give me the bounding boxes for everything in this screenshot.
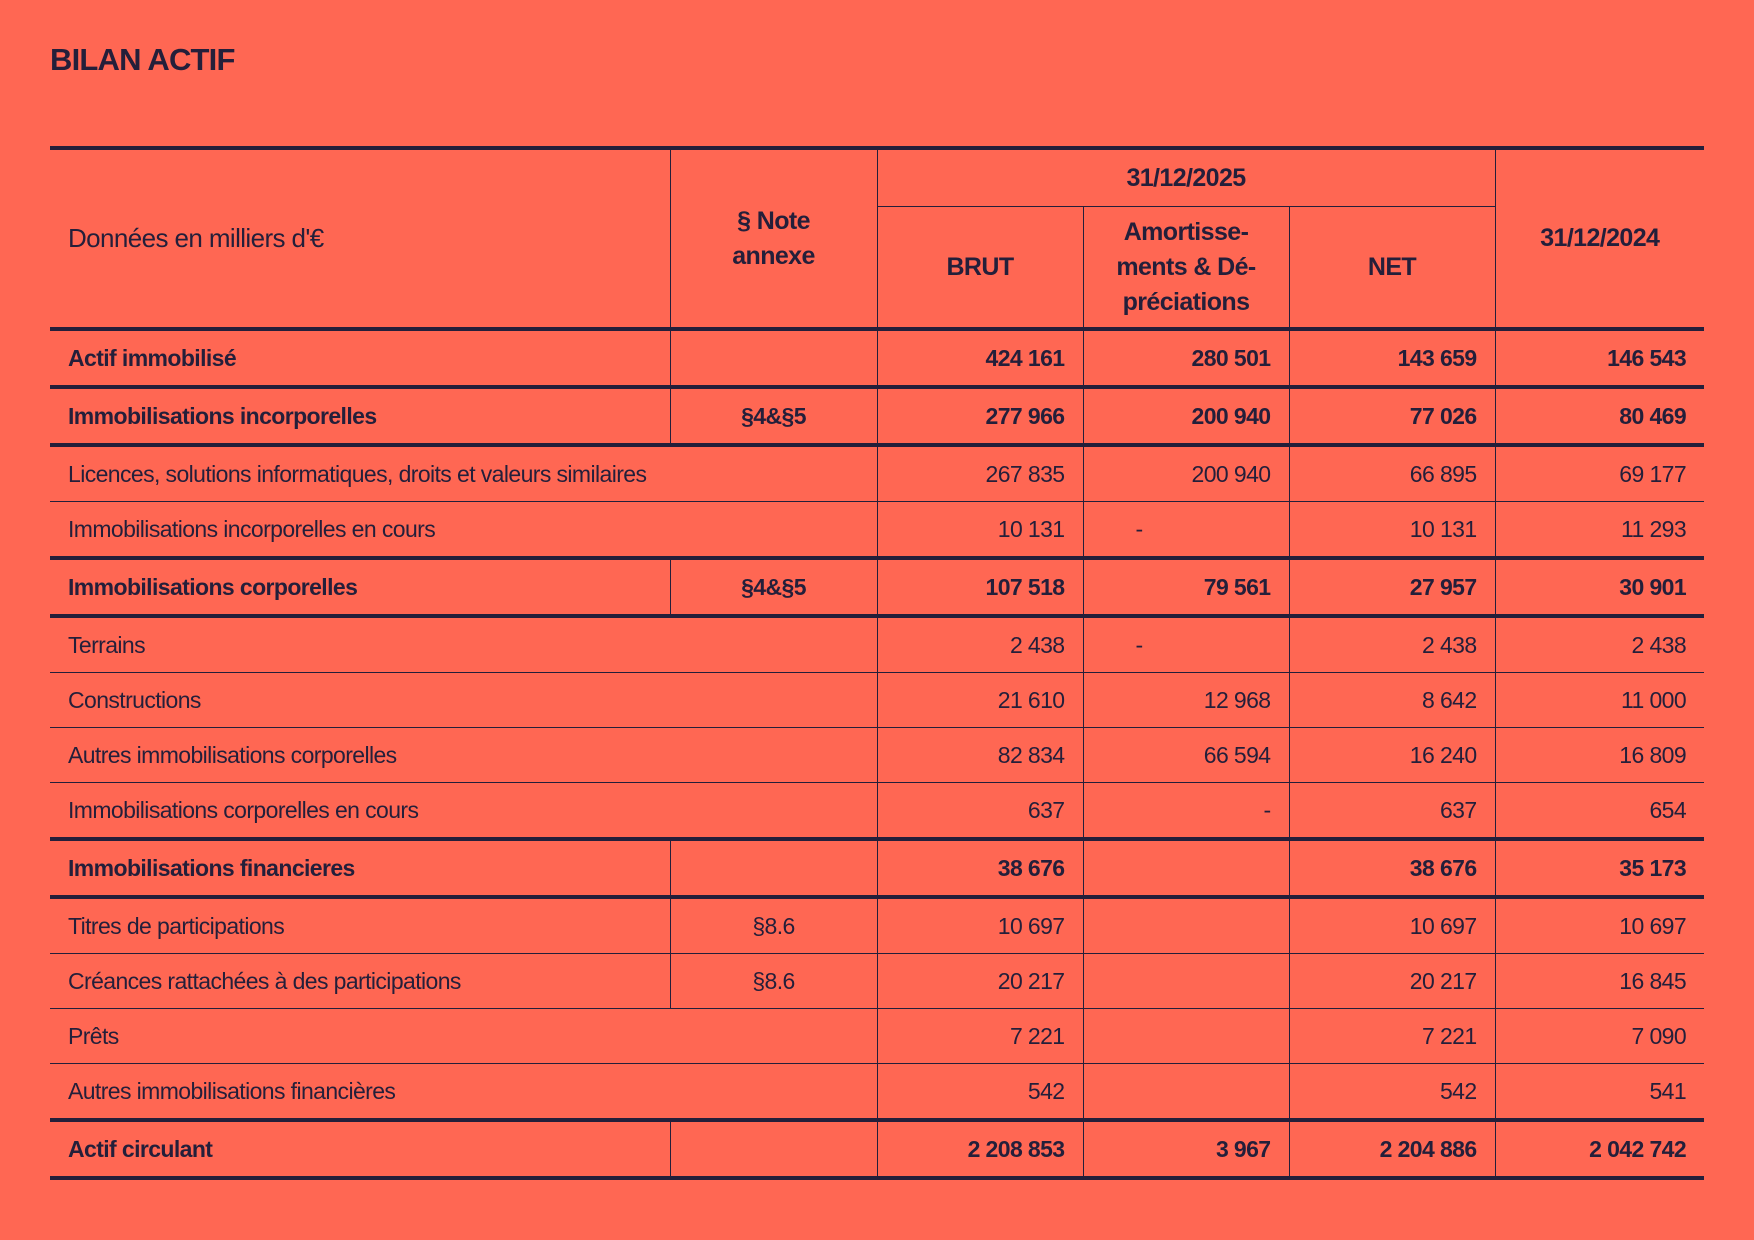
row-amort [1083,839,1289,897]
row-amort: 200 940 [1083,387,1289,445]
row-net: 637 [1289,783,1495,840]
row-amort: 66 594 [1083,728,1289,783]
row-amort: - [1083,616,1289,673]
row-net: 542 [1289,1064,1495,1121]
row-amort: 280 501 [1083,329,1289,387]
row-brut: 20 217 [877,954,1083,1009]
row-label: Immobilisations financieres [50,839,670,897]
row-prev: 80 469 [1495,387,1704,445]
table-row [50,673,1704,728]
balance-sheet-table [50,146,1704,1180]
header-brut: BRUT [877,207,1083,330]
row-brut: 2 438 [877,616,1083,673]
row-prev: 30 901 [1495,558,1704,616]
table-row [50,897,1704,954]
row-prev: 16 845 [1495,954,1704,1009]
row-brut: 107 518 [877,558,1083,616]
row-amort [1083,1009,1289,1064]
row-prev: 11 293 [1495,502,1704,559]
row-prev: 69 177 [1495,445,1704,502]
page-title: BILAN ACTIF [50,42,235,77]
row-label: Titres de participations [50,897,670,954]
row-brut: 10 697 [877,897,1083,954]
table-row [50,1064,1704,1121]
row-net: 10 697 [1289,897,1495,954]
table-row [50,616,1704,673]
table-row [50,445,1704,502]
row-label: Immobilisations corporelles [50,558,670,616]
row-note: §4&§5 [670,387,877,445]
row-prev: 146 543 [1495,329,1704,387]
table-row [50,1120,1704,1178]
table-row [50,728,1704,783]
row-amort [1083,954,1289,1009]
row-label: Autres immobilisations financières [50,1064,877,1121]
row-prev: 11 000 [1495,673,1704,728]
row-amort [1083,1064,1289,1121]
table-row [50,558,1704,616]
row-net: 10 131 [1289,502,1495,559]
table-row [50,502,1704,559]
row-brut: 38 676 [877,839,1083,897]
table-row [50,1009,1704,1064]
table-header [50,148,1704,329]
row-note: §8.6 [670,897,877,954]
row-brut: 2 208 853 [877,1120,1083,1178]
row-amort: 12 968 [1083,673,1289,728]
row-brut: 424 161 [877,329,1083,387]
row-note [670,1120,877,1178]
row-prev: 35 173 [1495,839,1704,897]
table-body [50,329,1704,1178]
row-note: §4&§5 [670,558,877,616]
row-label: Prêts [50,1009,877,1064]
header-net: NET [1289,207,1495,330]
row-note: §8.6 [670,954,877,1009]
row-brut: 82 834 [877,728,1083,783]
table-row [50,329,1704,387]
row-amort: - [1083,502,1289,559]
row-brut: 10 131 [877,502,1083,559]
header-label: Données en milliers d'€ [50,148,670,329]
table-row [50,387,1704,445]
row-amort: 200 940 [1083,445,1289,502]
table-row [50,783,1704,840]
row-prev: 541 [1495,1064,1704,1121]
row-net: 38 676 [1289,839,1495,897]
row-brut: 267 835 [877,445,1083,502]
row-prev: 2 438 [1495,616,1704,673]
row-net: 7 221 [1289,1009,1495,1064]
row-label: Constructions [50,673,877,728]
row-prev: 10 697 [1495,897,1704,954]
row-amort: 3 967 [1083,1120,1289,1178]
row-brut: 637 [877,783,1083,840]
row-net: 2 204 886 [1289,1120,1495,1178]
row-net: 8 642 [1289,673,1495,728]
row-net: 77 026 [1289,387,1495,445]
row-label: Actif immobilisé [50,329,670,387]
header-note: § Note annexe [670,148,877,329]
row-amort: - [1083,783,1289,840]
row-net: 16 240 [1289,728,1495,783]
row-label: Immobilisations incorporelles en cours [50,502,877,559]
row-brut: 7 221 [877,1009,1083,1064]
row-note [670,839,877,897]
row-amort: 79 561 [1083,558,1289,616]
header-period-2024: 31/12/2024 [1495,148,1704,329]
row-brut: 21 610 [877,673,1083,728]
header-amort: Amortisse-ments & Dé-préciations [1083,207,1289,330]
header-period-2025: 31/12/2025 [877,148,1495,207]
row-prev: 7 090 [1495,1009,1704,1064]
row-brut: 277 966 [877,387,1083,445]
row-amort [1083,897,1289,954]
row-net: 143 659 [1289,329,1495,387]
row-label: Autres immobilisations corporelles [50,728,877,783]
row-prev: 16 809 [1495,728,1704,783]
row-prev: 654 [1495,783,1704,840]
row-label: Licences, solutions informatiques, droits et valeurs similaires [50,445,877,502]
row-net: 66 895 [1289,445,1495,502]
row-label: Créances rattachées à des participations [50,954,670,1009]
row-label: Terrains [50,616,877,673]
row-label: Immobilisations corporelles en cours [50,783,877,840]
row-net: 20 217 [1289,954,1495,1009]
row-net: 2 438 [1289,616,1495,673]
row-label: Immobilisations incorporelles [50,387,670,445]
row-prev: 2 042 742 [1495,1120,1704,1178]
table-row [50,839,1704,897]
row-brut: 542 [877,1064,1083,1121]
table-row [50,954,1704,1009]
row-note [670,329,877,387]
row-label: Actif circulant [68,1135,213,1162]
row-net: 27 957 [1289,558,1495,616]
